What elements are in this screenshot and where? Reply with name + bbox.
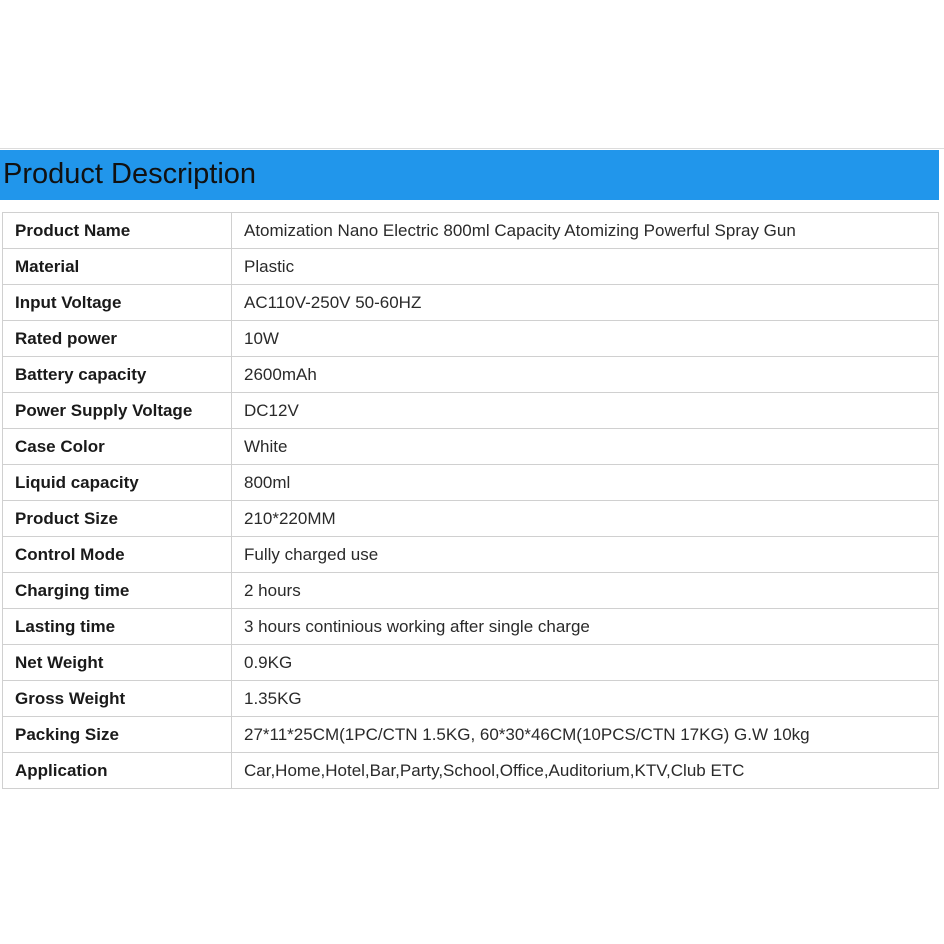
spec-value: 2 hours [232,573,939,609]
spec-value: DC12V [232,393,939,429]
spec-label: Gross Weight [3,681,232,717]
table-row [3,285,939,321]
table-row [3,213,939,249]
spec-label: Charging time [3,573,232,609]
spec-value: 210*220MM [232,501,939,537]
spec-label: Application [3,753,232,789]
spec-value: Car,Home,Hotel,Bar,Party,School,Office,Auditorium,KTV,Club ETC [232,753,939,789]
spec-value: Atomization Nano Electric 800ml Capacity Atomizing Powerful Spray Gun [232,213,939,249]
table-row [3,609,939,645]
section-header [0,150,939,200]
table-row [3,573,939,609]
spec-label: Liquid capacity [3,465,232,501]
table-row [3,717,939,753]
table-row [3,501,939,537]
spec-label: Case Color [3,429,232,465]
spec-value: White [232,429,939,465]
spec-label: Lasting time [3,609,232,645]
spec-value: 3 hours continious working after single charge [232,609,939,645]
spec-value: Plastic [232,249,939,285]
table-row [3,321,939,357]
spec-value: 27*11*25CM(1PC/CTN 1.5KG, 60*30*46CM(10PCS/CTN 17KG) G.W 10kg [232,717,939,753]
section-title: Product Description [3,158,257,190]
top-divider [0,148,944,149]
table-row [3,537,939,573]
spec-label: Product Size [3,501,232,537]
spec-label: Battery capacity [3,357,232,393]
spec-value: 800ml [232,465,939,501]
spec-label: Rated power [3,321,232,357]
table-row [3,753,939,789]
spec-value: 10W [232,321,939,357]
spec-label: Net Weight [3,645,232,681]
table-row [3,393,939,429]
spec-label: Input Voltage [3,285,232,321]
table-row [3,249,939,285]
spec-label: Material [3,249,232,285]
spec-value: AC110V-250V 50-60HZ [232,285,939,321]
table-row [3,645,939,681]
table-row [3,429,939,465]
spec-value: 2600mAh [232,357,939,393]
spec-label: Power Supply Voltage [3,393,232,429]
table-row [3,357,939,393]
spec-value: 0.9KG [232,645,939,681]
table-row [3,465,939,501]
spec-label: Product Name [3,213,232,249]
table-row [3,681,939,717]
spec-table [2,212,939,789]
spec-label: Packing Size [3,717,232,753]
spec-label: Control Mode [3,537,232,573]
spec-value: Fully charged use [232,537,939,573]
spec-value: 1.35KG [232,681,939,717]
